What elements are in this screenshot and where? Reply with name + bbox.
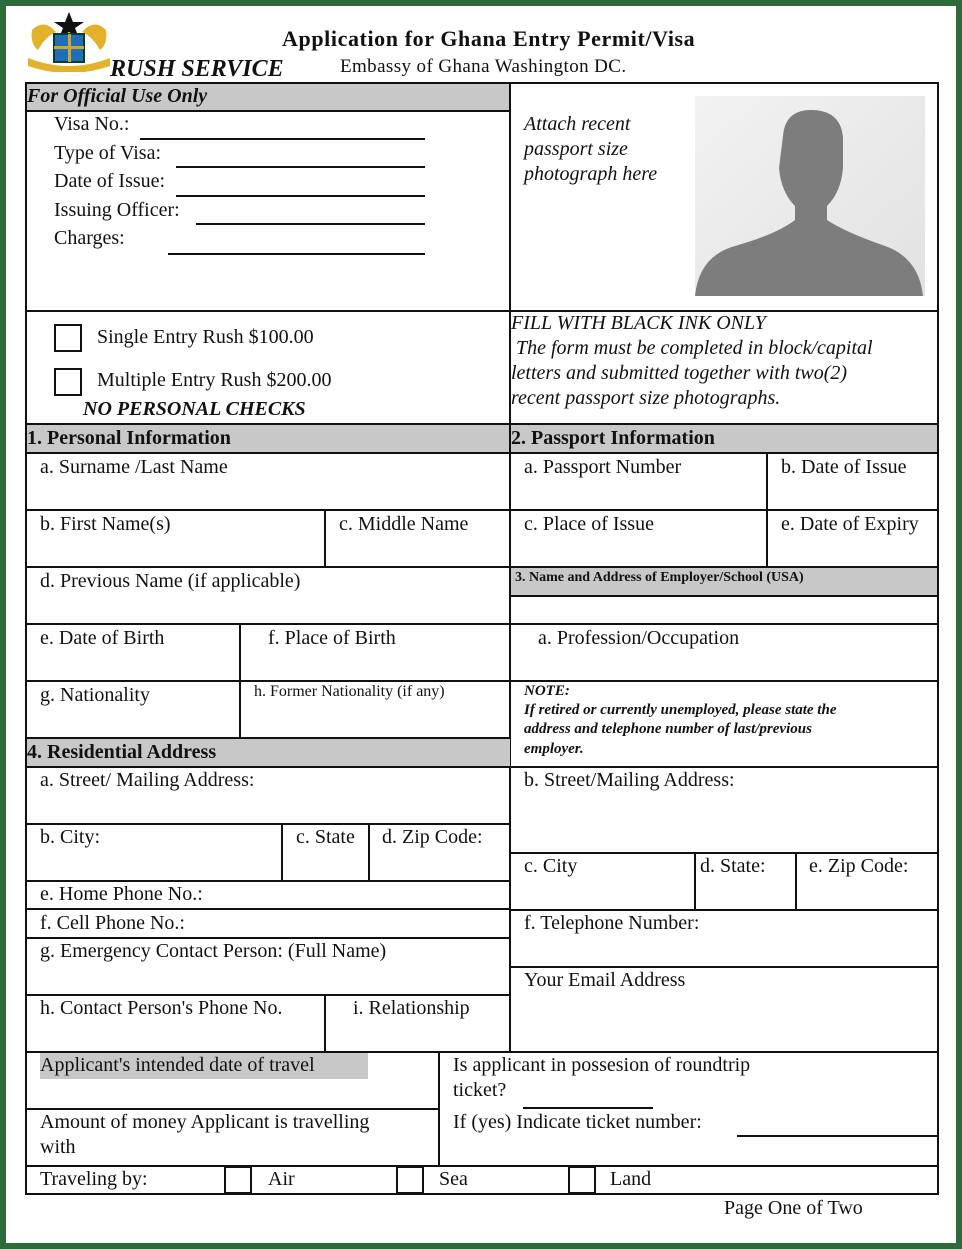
page-indicator: Page One of Two [724, 1197, 863, 1219]
notice-line-2: The form must be completed in block/capital [511, 337, 873, 359]
issuing-officer-label: Issuing Officer: [54, 199, 180, 221]
employer-city-field[interactable]: c. City [524, 855, 578, 877]
land-label: Land [610, 1168, 652, 1190]
relationship-field[interactable]: i. Relationship [353, 997, 470, 1019]
date-of-issue-label: Date of Issue: [54, 170, 166, 192]
residential-city-field[interactable]: b. City: [40, 826, 101, 848]
employer-zip-field[interactable]: e. Zip Code: [809, 855, 909, 877]
charges-field[interactable] [168, 253, 425, 255]
photo-instruction-1: Attach recent [524, 113, 631, 135]
personal-info-heading: 1. Personal Information [27, 427, 231, 449]
travel-date-field[interactable]: Applicant's intended date of travel [40, 1054, 315, 1076]
employer-state-field[interactable]: d. State: [700, 855, 766, 877]
residential-address-heading: 4. Residential Address [27, 741, 217, 763]
ink-notice: FILL WITH BLACK INK ONLY [511, 312, 766, 334]
note-line-1: If retired or currently unemployed, please state the [524, 702, 837, 718]
date-of-expiry-field[interactable]: e. Date of Expiry [781, 513, 919, 535]
employer-heading: 3. Name and Address of Employer/School (USA) [515, 570, 804, 585]
money-amount-line-2: with [40, 1136, 76, 1158]
ticket-number-label: If (yes) Indicate ticket number: [453, 1111, 702, 1133]
residential-state-field[interactable]: c. State [296, 826, 355, 848]
sea-checkbox[interactable] [396, 1166, 424, 1194]
photo-instruction-2: passport size [524, 138, 628, 160]
roundtrip-question-line-2: ticket? [453, 1079, 507, 1101]
roundtrip-answer-field[interactable] [523, 1107, 653, 1109]
air-label: Air [268, 1168, 295, 1190]
issuing-officer-field[interactable] [196, 223, 425, 225]
photo-instruction-3: photograph here [524, 163, 658, 185]
charges-label: Charges: [54, 227, 125, 249]
ticket-number-field[interactable] [737, 1135, 937, 1137]
embassy-label: Embassy of Ghana Washington DC. [340, 56, 627, 77]
employer-street-field[interactable]: b. Street/Mailing Address: [524, 769, 735, 791]
type-of-visa-label: Type of Visa: [54, 142, 162, 164]
passport-info-heading: 2. Passport Information [511, 427, 715, 449]
contact-phone-field[interactable]: h. Contact Person's Phone No. [40, 997, 283, 1019]
money-amount-line-1[interactable]: Amount of money Applicant is travelling [40, 1111, 370, 1133]
multiple-entry-checkbox[interactable] [54, 368, 82, 396]
multiple-entry-label: Multiple Entry Rush $200.00 [97, 369, 332, 391]
type-of-visa-field[interactable] [176, 166, 425, 168]
air-checkbox[interactable] [224, 1166, 252, 1194]
traveling-by-label: Traveling by: [40, 1168, 148, 1190]
date-of-issue-field[interactable] [176, 195, 425, 197]
residential-zip-field[interactable]: d. Zip Code: [382, 826, 483, 848]
no-personal-checks: NO PERSONAL CHECKS [83, 398, 306, 420]
single-entry-label: Single Entry Rush $100.00 [97, 326, 314, 348]
passport-date-of-issue-field[interactable]: b. Date of Issue [781, 456, 907, 478]
notice-line-4: recent passport size photographs. [511, 387, 781, 409]
notice-line-3: letters and submitted together with two(2) [511, 362, 848, 384]
note-line-2: address and telephone number of last/previous [524, 721, 812, 737]
sea-label: Sea [439, 1168, 468, 1190]
roundtrip-question-line-1: Is applicant in possesion of roundtrip [453, 1054, 751, 1076]
single-entry-checkbox[interactable] [54, 324, 82, 352]
visa-no-label: Visa No.: [54, 113, 130, 135]
official-use-heading: For Official Use Only [27, 85, 208, 107]
nationality-field[interactable]: g. Nationality [40, 684, 150, 706]
rush-service-label: RUSH SERVICE [110, 56, 284, 82]
first-name-field[interactable]: b. First Name(s) [40, 513, 171, 535]
date-of-birth-field[interactable]: e. Date of Birth [40, 627, 165, 649]
email-address-field[interactable]: Your Email Address [524, 969, 686, 991]
employer-telephone-field[interactable]: f. Telephone Number: [524, 912, 700, 934]
place-of-issue-field[interactable]: c. Place of Issue [524, 513, 654, 535]
home-phone-field[interactable]: e. Home Phone No.: [40, 883, 203, 905]
residential-street-field[interactable]: a. Street/ Mailing Address: [40, 769, 255, 791]
land-checkbox[interactable] [568, 1166, 596, 1194]
passport-photo-placeholder-icon[interactable] [695, 96, 925, 296]
previous-name-field[interactable]: d. Previous Name (if applicable) [40, 570, 301, 592]
cell-phone-field[interactable]: f. Cell Phone No.: [40, 912, 185, 934]
ghana-coat-of-arms-icon [24, 10, 114, 72]
note-line-3: employer. [524, 741, 584, 757]
visa-no-field[interactable] [140, 138, 425, 140]
middle-name-field[interactable]: c. Middle Name [339, 513, 469, 535]
profession-field[interactable]: a. Profession/Occupation [538, 627, 740, 649]
note-label: NOTE: [524, 683, 570, 699]
place-of-birth-field[interactable]: f. Place of Birth [268, 627, 396, 649]
former-nationality-field[interactable]: h. Former Nationality (if any) [254, 683, 445, 700]
surname-field[interactable]: a. Surname /Last Name [40, 456, 228, 478]
form-title: Application for Ghana Entry Permit/Visa [282, 26, 696, 51]
passport-number-field[interactable]: a. Passport Number [524, 456, 682, 478]
emergency-contact-field[interactable]: g. Emergency Contact Person: (Full Name) [40, 940, 387, 962]
